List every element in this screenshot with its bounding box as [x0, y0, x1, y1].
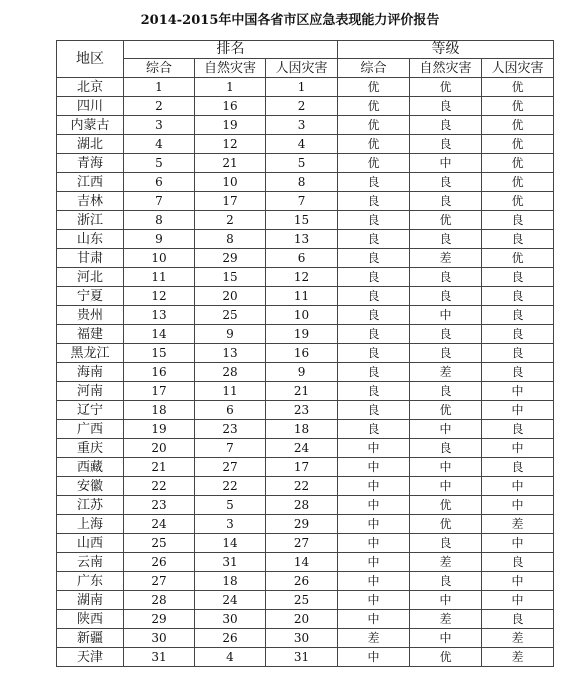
rank-overall-cell: 27: [124, 572, 195, 591]
grade-human-cell: 差: [482, 515, 554, 534]
rank-overall-cell: 25: [124, 534, 195, 553]
rank-natural-cell: 31: [195, 553, 266, 572]
grade-human-cell: 良: [482, 211, 554, 230]
rank-overall-cell: 4: [124, 135, 195, 154]
table-row: [57, 249, 554, 268]
rank-natural-cell: 27: [195, 458, 266, 477]
rank-overall-header: 综合: [124, 59, 195, 78]
grade-natural-cell: 优: [410, 648, 482, 667]
rank-overall-cell: 14: [124, 325, 195, 344]
table-row: [57, 211, 554, 230]
region-cell: 广东: [57, 572, 124, 591]
rank-overall-cell: 19: [124, 420, 195, 439]
grade-natural-cell: 良: [410, 116, 482, 135]
ranking-table: [56, 40, 554, 667]
rank-human-cell: 20: [266, 610, 338, 629]
grade-overall-cell: 优: [338, 135, 410, 154]
grade-human-cell: 中: [482, 439, 554, 458]
grade-overall-cell: 中: [338, 572, 410, 591]
grade-overall-cell: 良: [338, 230, 410, 249]
grade-overall-cell: 中: [338, 458, 410, 477]
grade-natural-cell: 中: [410, 154, 482, 173]
rank-natural-cell: 16: [195, 97, 266, 116]
rank-natural-cell: 14: [195, 534, 266, 553]
grade-overall-cell: 中: [338, 591, 410, 610]
grade-overall-cell: 良: [338, 401, 410, 420]
rank-overall-cell: 15: [124, 344, 195, 363]
rank-natural-cell: 22: [195, 477, 266, 496]
grade-overall-cell: 良: [338, 325, 410, 344]
rank-natural-cell: 26: [195, 629, 266, 648]
region-cell: 河南: [57, 382, 124, 401]
grade-human-cell: 良: [482, 268, 554, 287]
rank-overall-cell: 10: [124, 249, 195, 268]
table-row: [57, 534, 554, 553]
rank-natural-cell: 30: [195, 610, 266, 629]
rank-overall-cell: 8: [124, 211, 195, 230]
table-row: [57, 420, 554, 439]
grade-natural-cell: 良: [410, 97, 482, 116]
table-row: [57, 572, 554, 591]
grade-overall-cell: 中: [338, 610, 410, 629]
grade-human-cell: 良: [482, 610, 554, 629]
grade-natural-cell: 差: [410, 553, 482, 572]
table-row: [57, 230, 554, 249]
rank-natural-cell: 1: [195, 78, 266, 97]
region-cell: 安徽: [57, 477, 124, 496]
rank-human-cell: 2: [266, 97, 338, 116]
grade-human-cell: 良: [482, 363, 554, 382]
rank-human-cell: 5: [266, 154, 338, 173]
table-row: [57, 439, 554, 458]
table-row: [57, 401, 554, 420]
table-row: [57, 515, 554, 534]
region-header: 地区: [57, 41, 124, 78]
rank-natural-cell: 19: [195, 116, 266, 135]
rank-overall-cell: 21: [124, 458, 195, 477]
rank-human-cell: 3: [266, 116, 338, 135]
grade-natural-cell: 优: [410, 515, 482, 534]
grade-overall-cell: 良: [338, 211, 410, 230]
table-row: [57, 287, 554, 306]
report-title: 2014-2015年中国各省市区应急表现能力评价报告: [140, 13, 440, 28]
region-cell: 湖南: [57, 591, 124, 610]
rank-natural-cell: 7: [195, 439, 266, 458]
table-row: [57, 154, 554, 173]
rank-natural-cell: 28: [195, 363, 266, 382]
grade-natural-cell: 差: [410, 610, 482, 629]
rank-human-cell: 31: [266, 648, 338, 667]
region-cell: 海南: [57, 363, 124, 382]
grade-natural-cell: 良: [410, 344, 482, 363]
grade-natural-header: 自然灾害: [410, 59, 482, 78]
grade-group-header: 等级: [338, 41, 554, 59]
grade-human-header: 人因灾害: [482, 59, 554, 78]
rank-human-cell: 13: [266, 230, 338, 249]
grade-human-cell: 中: [482, 534, 554, 553]
region-cell: 广西: [57, 420, 124, 439]
rank-overall-cell: 29: [124, 610, 195, 629]
grade-overall-cell: 中: [338, 534, 410, 553]
rank-natural-header: 自然灾害: [195, 59, 266, 78]
table-row: [57, 97, 554, 116]
rank-overall-cell: 3: [124, 116, 195, 135]
rank-human-header: 人因灾害: [266, 59, 338, 78]
rank-human-cell: 7: [266, 192, 338, 211]
grade-natural-cell: 中: [410, 458, 482, 477]
rank-overall-cell: 30: [124, 629, 195, 648]
rank-natural-cell: 24: [195, 591, 266, 610]
region-cell: 贵州: [57, 306, 124, 325]
grade-overall-cell: 良: [338, 173, 410, 192]
table-body: [57, 78, 554, 667]
region-cell: 四川: [57, 97, 124, 116]
rank-human-cell: 8: [266, 173, 338, 192]
region-cell: 内蒙古: [57, 116, 124, 135]
grade-natural-cell: 中: [410, 591, 482, 610]
grade-overall-cell: 中: [338, 477, 410, 496]
rank-natural-cell: 23: [195, 420, 266, 439]
grade-overall-header: 综合: [338, 59, 410, 78]
grade-natural-cell: 优: [410, 496, 482, 515]
region-cell: 青海: [57, 154, 124, 173]
rank-human-cell: 19: [266, 325, 338, 344]
grade-human-cell: 优: [482, 135, 554, 154]
table-row: [57, 591, 554, 610]
rank-human-cell: 26: [266, 572, 338, 591]
rank-natural-cell: 12: [195, 135, 266, 154]
grade-overall-cell: 良: [338, 268, 410, 287]
table-row: [57, 477, 554, 496]
grade-overall-cell: 优: [338, 97, 410, 116]
rank-human-cell: 25: [266, 591, 338, 610]
grade-human-cell: 良: [482, 344, 554, 363]
table-row: [57, 268, 554, 287]
grade-natural-cell: 中: [410, 477, 482, 496]
rank-human-cell: 15: [266, 211, 338, 230]
rank-human-cell: 17: [266, 458, 338, 477]
rank-human-cell: 14: [266, 553, 338, 572]
rank-natural-cell: 10: [195, 173, 266, 192]
region-cell: 甘肃: [57, 249, 124, 268]
rank-overall-cell: 23: [124, 496, 195, 515]
rank-natural-cell: 20: [195, 287, 266, 306]
grade-overall-cell: 优: [338, 78, 410, 97]
table-row: [57, 553, 554, 572]
grade-human-cell: 中: [482, 496, 554, 515]
grade-overall-cell: 良: [338, 344, 410, 363]
region-cell: 江西: [57, 173, 124, 192]
rank-natural-cell: 11: [195, 382, 266, 401]
rank-overall-cell: 20: [124, 439, 195, 458]
rank-natural-cell: 3: [195, 515, 266, 534]
rank-human-cell: 28: [266, 496, 338, 515]
rank-human-cell: 16: [266, 344, 338, 363]
table-row: [57, 78, 554, 97]
rank-human-cell: 22: [266, 477, 338, 496]
header-row-group: [57, 41, 554, 59]
rank-natural-cell: 17: [195, 192, 266, 211]
grade-overall-cell: 良: [338, 192, 410, 211]
region-cell: 吉林: [57, 192, 124, 211]
region-cell: 重庆: [57, 439, 124, 458]
grade-natural-cell: 良: [410, 173, 482, 192]
rank-natural-cell: 5: [195, 496, 266, 515]
grade-overall-cell: 差: [338, 629, 410, 648]
region-cell: 浙江: [57, 211, 124, 230]
grade-natural-cell: 差: [410, 363, 482, 382]
table-row: [57, 306, 554, 325]
table-row: [57, 610, 554, 629]
grade-natural-cell: 中: [410, 420, 482, 439]
rank-human-cell: 24: [266, 439, 338, 458]
rank-human-cell: 30: [266, 629, 338, 648]
table-row: [57, 192, 554, 211]
grade-overall-cell: 良: [338, 363, 410, 382]
rank-natural-cell: 21: [195, 154, 266, 173]
grade-natural-cell: 良: [410, 268, 482, 287]
table-row: [57, 173, 554, 192]
rank-overall-cell: 7: [124, 192, 195, 211]
grade-natural-cell: 良: [410, 287, 482, 306]
grade-overall-cell: 良: [338, 382, 410, 401]
rank-overall-cell: 24: [124, 515, 195, 534]
rank-overall-cell: 16: [124, 363, 195, 382]
rank-human-cell: 1: [266, 78, 338, 97]
rank-overall-cell: 5: [124, 154, 195, 173]
grade-natural-cell: 良: [410, 439, 482, 458]
rank-natural-cell: 9: [195, 325, 266, 344]
rank-overall-cell: 2: [124, 97, 195, 116]
rank-overall-cell: 31: [124, 648, 195, 667]
grade-natural-cell: 良: [410, 534, 482, 553]
rank-human-cell: 9: [266, 363, 338, 382]
rank-human-cell: 6: [266, 249, 338, 268]
rank-human-cell: 29: [266, 515, 338, 534]
grade-natural-cell: 良: [410, 135, 482, 154]
rank-human-cell: 12: [266, 268, 338, 287]
grade-human-cell: 良: [482, 553, 554, 572]
rank-group-header: 排名: [124, 41, 338, 59]
grade-human-cell: 优: [482, 154, 554, 173]
rank-human-cell: 27: [266, 534, 338, 553]
region-cell: 上海: [57, 515, 124, 534]
rank-human-cell: 21: [266, 382, 338, 401]
rank-natural-cell: 15: [195, 268, 266, 287]
rank-overall-cell: 22: [124, 477, 195, 496]
grade-human-cell: 中: [482, 591, 554, 610]
rank-natural-cell: 29: [195, 249, 266, 268]
rank-overall-cell: 11: [124, 268, 195, 287]
region-cell: 山西: [57, 534, 124, 553]
table-row: [57, 496, 554, 515]
region-cell: 湖北: [57, 135, 124, 154]
table-row: [57, 382, 554, 401]
grade-natural-cell: 良: [410, 325, 482, 344]
rank-human-cell: 23: [266, 401, 338, 420]
region-cell: 河北: [57, 268, 124, 287]
rank-natural-cell: 6: [195, 401, 266, 420]
grade-natural-cell: 中: [410, 629, 482, 648]
region-cell: 江苏: [57, 496, 124, 515]
grade-overall-cell: 中: [338, 496, 410, 515]
grade-natural-cell: 优: [410, 401, 482, 420]
rank-overall-cell: 6: [124, 173, 195, 192]
grade-human-cell: 中: [482, 382, 554, 401]
region-cell: 山东: [57, 230, 124, 249]
region-cell: 北京: [57, 78, 124, 97]
grade-overall-cell: 良: [338, 420, 410, 439]
grade-overall-cell: 中: [338, 553, 410, 572]
grade-natural-cell: 差: [410, 249, 482, 268]
grade-natural-cell: 良: [410, 572, 482, 591]
grade-human-cell: 良: [482, 325, 554, 344]
grade-human-cell: 优: [482, 97, 554, 116]
grade-overall-cell: 良: [338, 249, 410, 268]
table-row: [57, 458, 554, 477]
table-row: [57, 325, 554, 344]
grade-overall-cell: 优: [338, 116, 410, 135]
rank-overall-cell: 26: [124, 553, 195, 572]
region-cell: 新疆: [57, 629, 124, 648]
region-cell: 黑龙江: [57, 344, 124, 363]
grade-human-cell: 良: [482, 306, 554, 325]
grade-natural-cell: 中: [410, 306, 482, 325]
grade-human-cell: 优: [482, 116, 554, 135]
grade-natural-cell: 良: [410, 192, 482, 211]
header-row-sub: [57, 59, 554, 78]
grade-natural-cell: 优: [410, 78, 482, 97]
rank-overall-cell: 13: [124, 306, 195, 325]
table-row: [57, 648, 554, 667]
grade-natural-cell: 优: [410, 211, 482, 230]
table-row: [57, 363, 554, 382]
grade-human-cell: 优: [482, 192, 554, 211]
region-cell: 福建: [57, 325, 124, 344]
grade-overall-cell: 良: [338, 287, 410, 306]
region-cell: 云南: [57, 553, 124, 572]
table-row: [57, 629, 554, 648]
rank-natural-cell: 4: [195, 648, 266, 667]
grade-human-cell: 良: [482, 458, 554, 477]
table-row: [57, 116, 554, 135]
grade-human-cell: 优: [482, 249, 554, 268]
grade-overall-cell: 中: [338, 439, 410, 458]
rank-overall-cell: 12: [124, 287, 195, 306]
rank-human-cell: 10: [266, 306, 338, 325]
rank-natural-cell: 13: [195, 344, 266, 363]
grade-human-cell: 良: [482, 230, 554, 249]
rank-human-cell: 11: [266, 287, 338, 306]
region-cell: 陕西: [57, 610, 124, 629]
rank-human-cell: 4: [266, 135, 338, 154]
rank-overall-cell: 28: [124, 591, 195, 610]
rank-overall-cell: 17: [124, 382, 195, 401]
region-cell: 西藏: [57, 458, 124, 477]
grade-overall-cell: 优: [338, 154, 410, 173]
grade-human-cell: 良: [482, 420, 554, 439]
table-row: [57, 135, 554, 154]
grade-human-cell: 中: [482, 572, 554, 591]
region-cell: 宁夏: [57, 287, 124, 306]
region-cell: 辽宁: [57, 401, 124, 420]
rank-natural-cell: 25: [195, 306, 266, 325]
grade-human-cell: 优: [482, 173, 554, 192]
region-cell: 天津: [57, 648, 124, 667]
grade-human-cell: 优: [482, 78, 554, 97]
grade-human-cell: 差: [482, 648, 554, 667]
grade-overall-cell: 中: [338, 648, 410, 667]
grade-natural-cell: 良: [410, 382, 482, 401]
table-row: [57, 344, 554, 363]
grade-human-cell: 良: [482, 287, 554, 306]
rank-natural-cell: 2: [195, 211, 266, 230]
grade-overall-cell: 良: [338, 306, 410, 325]
grade-human-cell: 中: [482, 401, 554, 420]
rank-overall-cell: 18: [124, 401, 195, 420]
rank-natural-cell: 18: [195, 572, 266, 591]
grade-overall-cell: 中: [338, 515, 410, 534]
rank-overall-cell: 1: [124, 78, 195, 97]
grade-human-cell: 中: [482, 477, 554, 496]
rank-natural-cell: 8: [195, 230, 266, 249]
grade-natural-cell: 良: [410, 230, 482, 249]
grade-human-cell: 差: [482, 629, 554, 648]
rank-human-cell: 18: [266, 420, 338, 439]
rank-overall-cell: 9: [124, 230, 195, 249]
